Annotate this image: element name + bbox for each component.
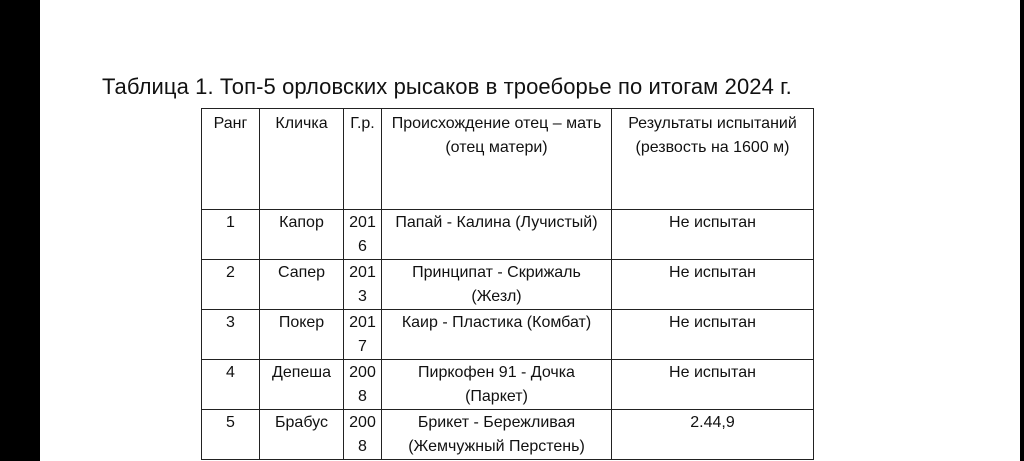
cell-year: 2008: [344, 360, 382, 410]
table-row: [202, 410, 814, 460]
cell-rank: 1: [202, 210, 260, 260]
cell-name: Покер: [260, 310, 344, 360]
cell-result: Не испытан: [612, 360, 814, 410]
cell-origin: Принципат - Скрижаль (Жезл): [382, 260, 612, 310]
right-black-bar: [1020, 0, 1024, 461]
results-table: [201, 108, 814, 460]
cell-origin: Каир - Пластика (Комбат): [382, 310, 612, 360]
header-result: Результаты испытаний (резвость на 1600 м): [612, 109, 814, 210]
table-row: [202, 260, 814, 310]
cell-origin: Пиркофен 91 - Дочка (Паркет): [382, 360, 612, 410]
table-row: [202, 210, 814, 260]
header-rank: Ранг: [202, 109, 260, 210]
cell-result: Не испытан: [612, 260, 814, 310]
cell-result: Не испытан: [612, 210, 814, 260]
table-caption: Таблица 1. Топ-5 орловских рысаков в троеборье по итогам 2024 г.: [102, 74, 792, 99]
cell-rank: 3: [202, 310, 260, 360]
left-black-bar: [0, 0, 40, 461]
cell-name: Депеша: [260, 360, 344, 410]
cell-rank: 4: [202, 360, 260, 410]
header-year: Г.р.: [344, 109, 382, 210]
cell-result: 2.44,9: [612, 410, 814, 460]
cell-name: Сапер: [260, 260, 344, 310]
cell-year: 2017: [344, 310, 382, 360]
header-origin: Происхождение отец – мать (отец матери): [382, 109, 612, 210]
cell-year: 2008: [344, 410, 382, 460]
cell-name: Брабус: [260, 410, 344, 460]
table-row: [202, 360, 814, 410]
cell-rank: 5: [202, 410, 260, 460]
cell-name: Капор: [260, 210, 344, 260]
cell-origin: Брикет - Бережливая (Жемчужный Перстень): [382, 410, 612, 460]
document-page: [40, 0, 1020, 461]
header-name: Кличка: [260, 109, 344, 210]
table-row: [202, 310, 814, 360]
cell-origin: Папай - Калина (Лучистый): [382, 210, 612, 260]
cell-year: 2016: [344, 210, 382, 260]
cell-result: Не испытан: [612, 310, 814, 360]
cell-year: 2013: [344, 260, 382, 310]
table-header-row: [202, 109, 814, 210]
cell-rank: 2: [202, 260, 260, 310]
